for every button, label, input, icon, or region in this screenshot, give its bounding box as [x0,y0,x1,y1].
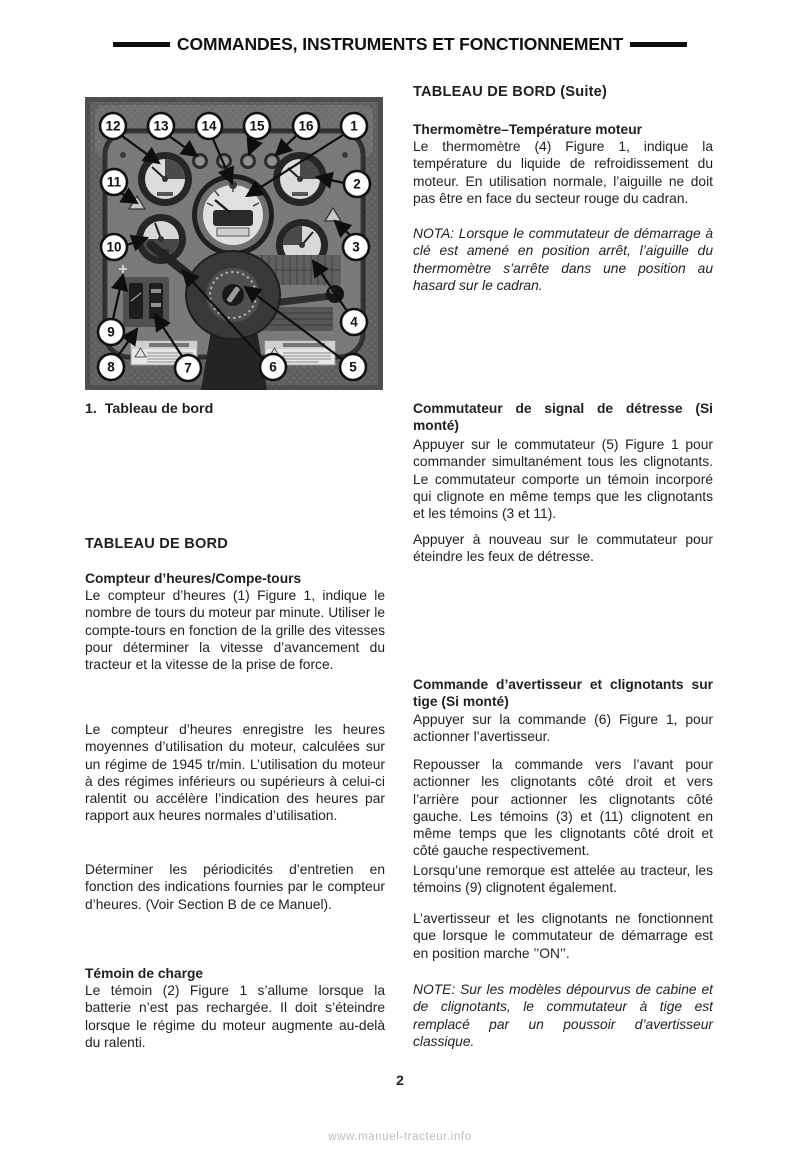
right-sub3-note: NOTE: Sur les modèles dépourvus de cabine et de clignotants, le commutateur à tige est remplacé par un poussoir d’avertisseur classique. [413,982,713,1049]
left-sub2-paragraph-1: Le témoin (2) Figure 1 s’allume lorsque la batterie n’est pas rechargée. Il doit s’éteindre lorsque le régime du moteur augmente au-delà du ralenti. [85,983,385,1050]
left-sub1-paragraph-2: Le compteur d’heures enregistre les heures moyennes d’utilisation du moteur, calculées sur un régime de 1945 tr/min. L’utilisation du moteur à des régimes inférieurs ou supérieurs à celui-ci ralentit ou accélère l’indication des heures par rapport aux heures normales d’utilisation. [85,722,385,824]
watermark: www.manuel-tracteur.info [328,1131,472,1143]
right-sub3-paragraph-3: Lorsqu’une remorque est attelée au tracteur, les témoins (9) clignotent également. [413,863,713,896]
right-section-heading: TABLEAU DE BORD (Suite) [413,84,608,100]
figure-callout-16 [293,113,319,139]
svg-text:6: 6 [269,359,277,375]
svg-text:9: 9 [107,324,115,340]
right-sub3-paragraph-4: L’avertisseur et les clignotants ne fonctionnent que lorsque le commutateur de démarrage est en position marche ’’ON’’. [413,911,713,961]
figure-callout-3 [343,234,369,260]
figure-callout-7 [175,355,201,381]
figure-callout-10 [101,234,127,260]
right-sub2-paragraph-2: Appuyer à nouveau sur le commutateur pour éteindre les feux de détresse. [413,532,713,565]
right-sub3-paragraph-1: Appuyer sur la commande (6) Figure 1, pour actionner l’avertisseur. [413,712,713,745]
left-sub1-paragraph-1: Le compteur d’heures (1) Figure 1, indique le nombre de tours du moteur par minute. Utiliser le compte-tours en fonction de la grille des vitesses pour déterminer la vitesse d’avancement du tracteur et la vitesse de la prise de force. [85,588,385,673]
fuel-gauge [138,152,192,206]
header-rule-left [113,42,170,47]
figure-callout-1 [341,113,367,139]
header-rule-right [630,42,687,47]
right-sub1-paragraph-1: Le thermomètre (4) Figure 1, indique la température du liquide de refroidissement du moteur. En utilisation normale, l’aiguille ne doit pas être en face du secteur rouge du cadran. [413,139,713,206]
right-sub1-nota: NOTA: Lorsque le commutateur de démarrage à clé est amené en position arrêt, l’aiguille du thermomètre s’arrête dans une position au hasard sur le cadran. [413,226,713,293]
figure-callout-11 [101,169,127,195]
svg-text:14: 14 [201,118,217,134]
page-number: 2 [396,1072,404,1088]
figure-callout-8 [98,354,124,380]
dashboard-photo [85,97,383,390]
svg-text:11: 11 [106,174,122,190]
right-sub2-paragraph-1: Appuyer sur le commutateur (5) Figure 1 pour commander simultanément tous les clignotants. Le commutateur comporte un témoin incorporé qui clignote en même temps que les clignotants et les témoins (3 et 11). [413,437,713,522]
figure-callout-5 [340,354,366,380]
figure-callout-13 [148,113,174,139]
left-sub1-heading: Compteur d’heures/Compe-tours [85,571,302,586]
page-header [0,34,800,55]
svg-text:3: 3 [352,239,360,255]
svg-text:8: 8 [107,359,115,375]
temperature-gauge [273,152,327,206]
svg-text:12: 12 [105,118,121,134]
svg-text:15: 15 [249,118,265,134]
figure-callout-6 [260,354,286,380]
figure-callout-9 [98,319,124,345]
figure-callout-15 [244,113,270,139]
left-section-heading: TABLEAU DE BORD [85,536,228,552]
figure-callout-4 [341,309,367,335]
right-sub3-heading: Commande d’avertisseur et clignotants sur tige (Si monté) [413,677,713,710]
svg-text:7: 7 [184,360,192,376]
figure-callout-2 [344,171,370,197]
svg-text:4: 4 [350,314,358,330]
figure-callout-12 [100,113,126,139]
right-sub3-paragraph-2: Repousser la commande vers l’avant pour actionner les clignotants côté droit et vers l’arrière pour actionner les clignotants côté gauche. Les témoins (3) et (11) clignotent en même temps que les clignotants côté droit et côté gauche respectivement. [413,757,713,859]
svg-text:1: 1 [350,118,358,134]
figure-callout-14 [196,113,222,139]
svg-text:10: 10 [106,239,122,255]
left-sub1-paragraph-3: Déterminer les périodicités d’entretien en fonction des indications fournies par le compteur d’heures. (Voir Section B de ce Manuel). [85,862,385,912]
svg-text:16: 16 [298,118,314,134]
figure-caption: 1. Tableau de bord [85,401,214,417]
svg-text:13: 13 [153,118,169,134]
left-sub2-heading: Témoin de charge [85,966,204,981]
page-title: COMMANDES, INSTRUMENTS ET FONCTIONNEMENT [176,34,624,54]
right-sub1-heading: Thermomètre–Température moteur [413,122,642,137]
svg-text:2: 2 [353,176,361,192]
dashboard-figure [85,97,383,390]
right-sub2-heading: Commutateur de signal de détresse (Si monté) [413,401,713,434]
svg-text:5: 5 [349,359,357,375]
